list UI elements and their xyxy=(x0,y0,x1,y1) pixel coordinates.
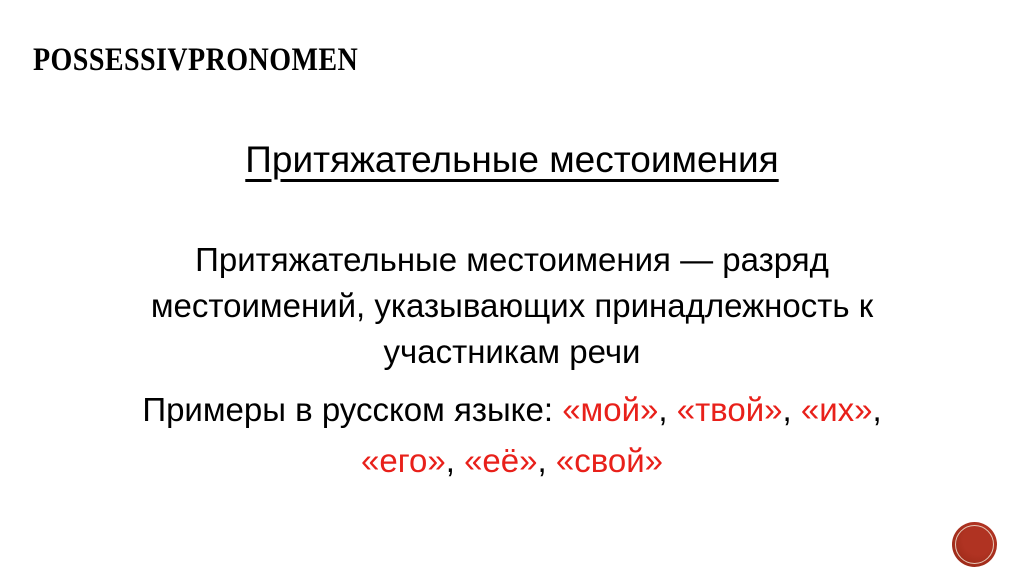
definition-line: участникам речи xyxy=(383,333,641,370)
definition-text xyxy=(0,237,1024,375)
examples-line xyxy=(0,435,1024,486)
red-circle-stamp-logo xyxy=(952,522,997,567)
examples-plain-text: Примеры в русском языке: xyxy=(142,391,563,428)
slide-header-title: POSSESSIVPRONOMEN xyxy=(33,42,359,78)
example-term: «её» xyxy=(464,442,538,479)
definition-line: Притяжательные местоимения — разряд xyxy=(195,241,829,278)
examples-text xyxy=(0,384,1024,486)
example-term: «их» xyxy=(800,391,873,428)
examples-plain-text: , xyxy=(658,391,677,428)
examples-line xyxy=(0,384,1024,435)
example-term: «его» xyxy=(361,442,446,479)
slide-title: Притяжательные местоимения xyxy=(245,139,779,180)
definition-line: местоимений, указывающих принадлежность к xyxy=(150,287,874,324)
example-term: «твой» xyxy=(676,391,783,428)
examples-plain-text: , xyxy=(445,442,465,479)
examples-plain-text: , xyxy=(872,391,882,428)
examples-plain-text: , xyxy=(537,442,556,479)
examples-plain-text: , xyxy=(782,391,801,428)
example-term: «свой» xyxy=(555,442,663,479)
example-term: «мой» xyxy=(562,391,659,428)
